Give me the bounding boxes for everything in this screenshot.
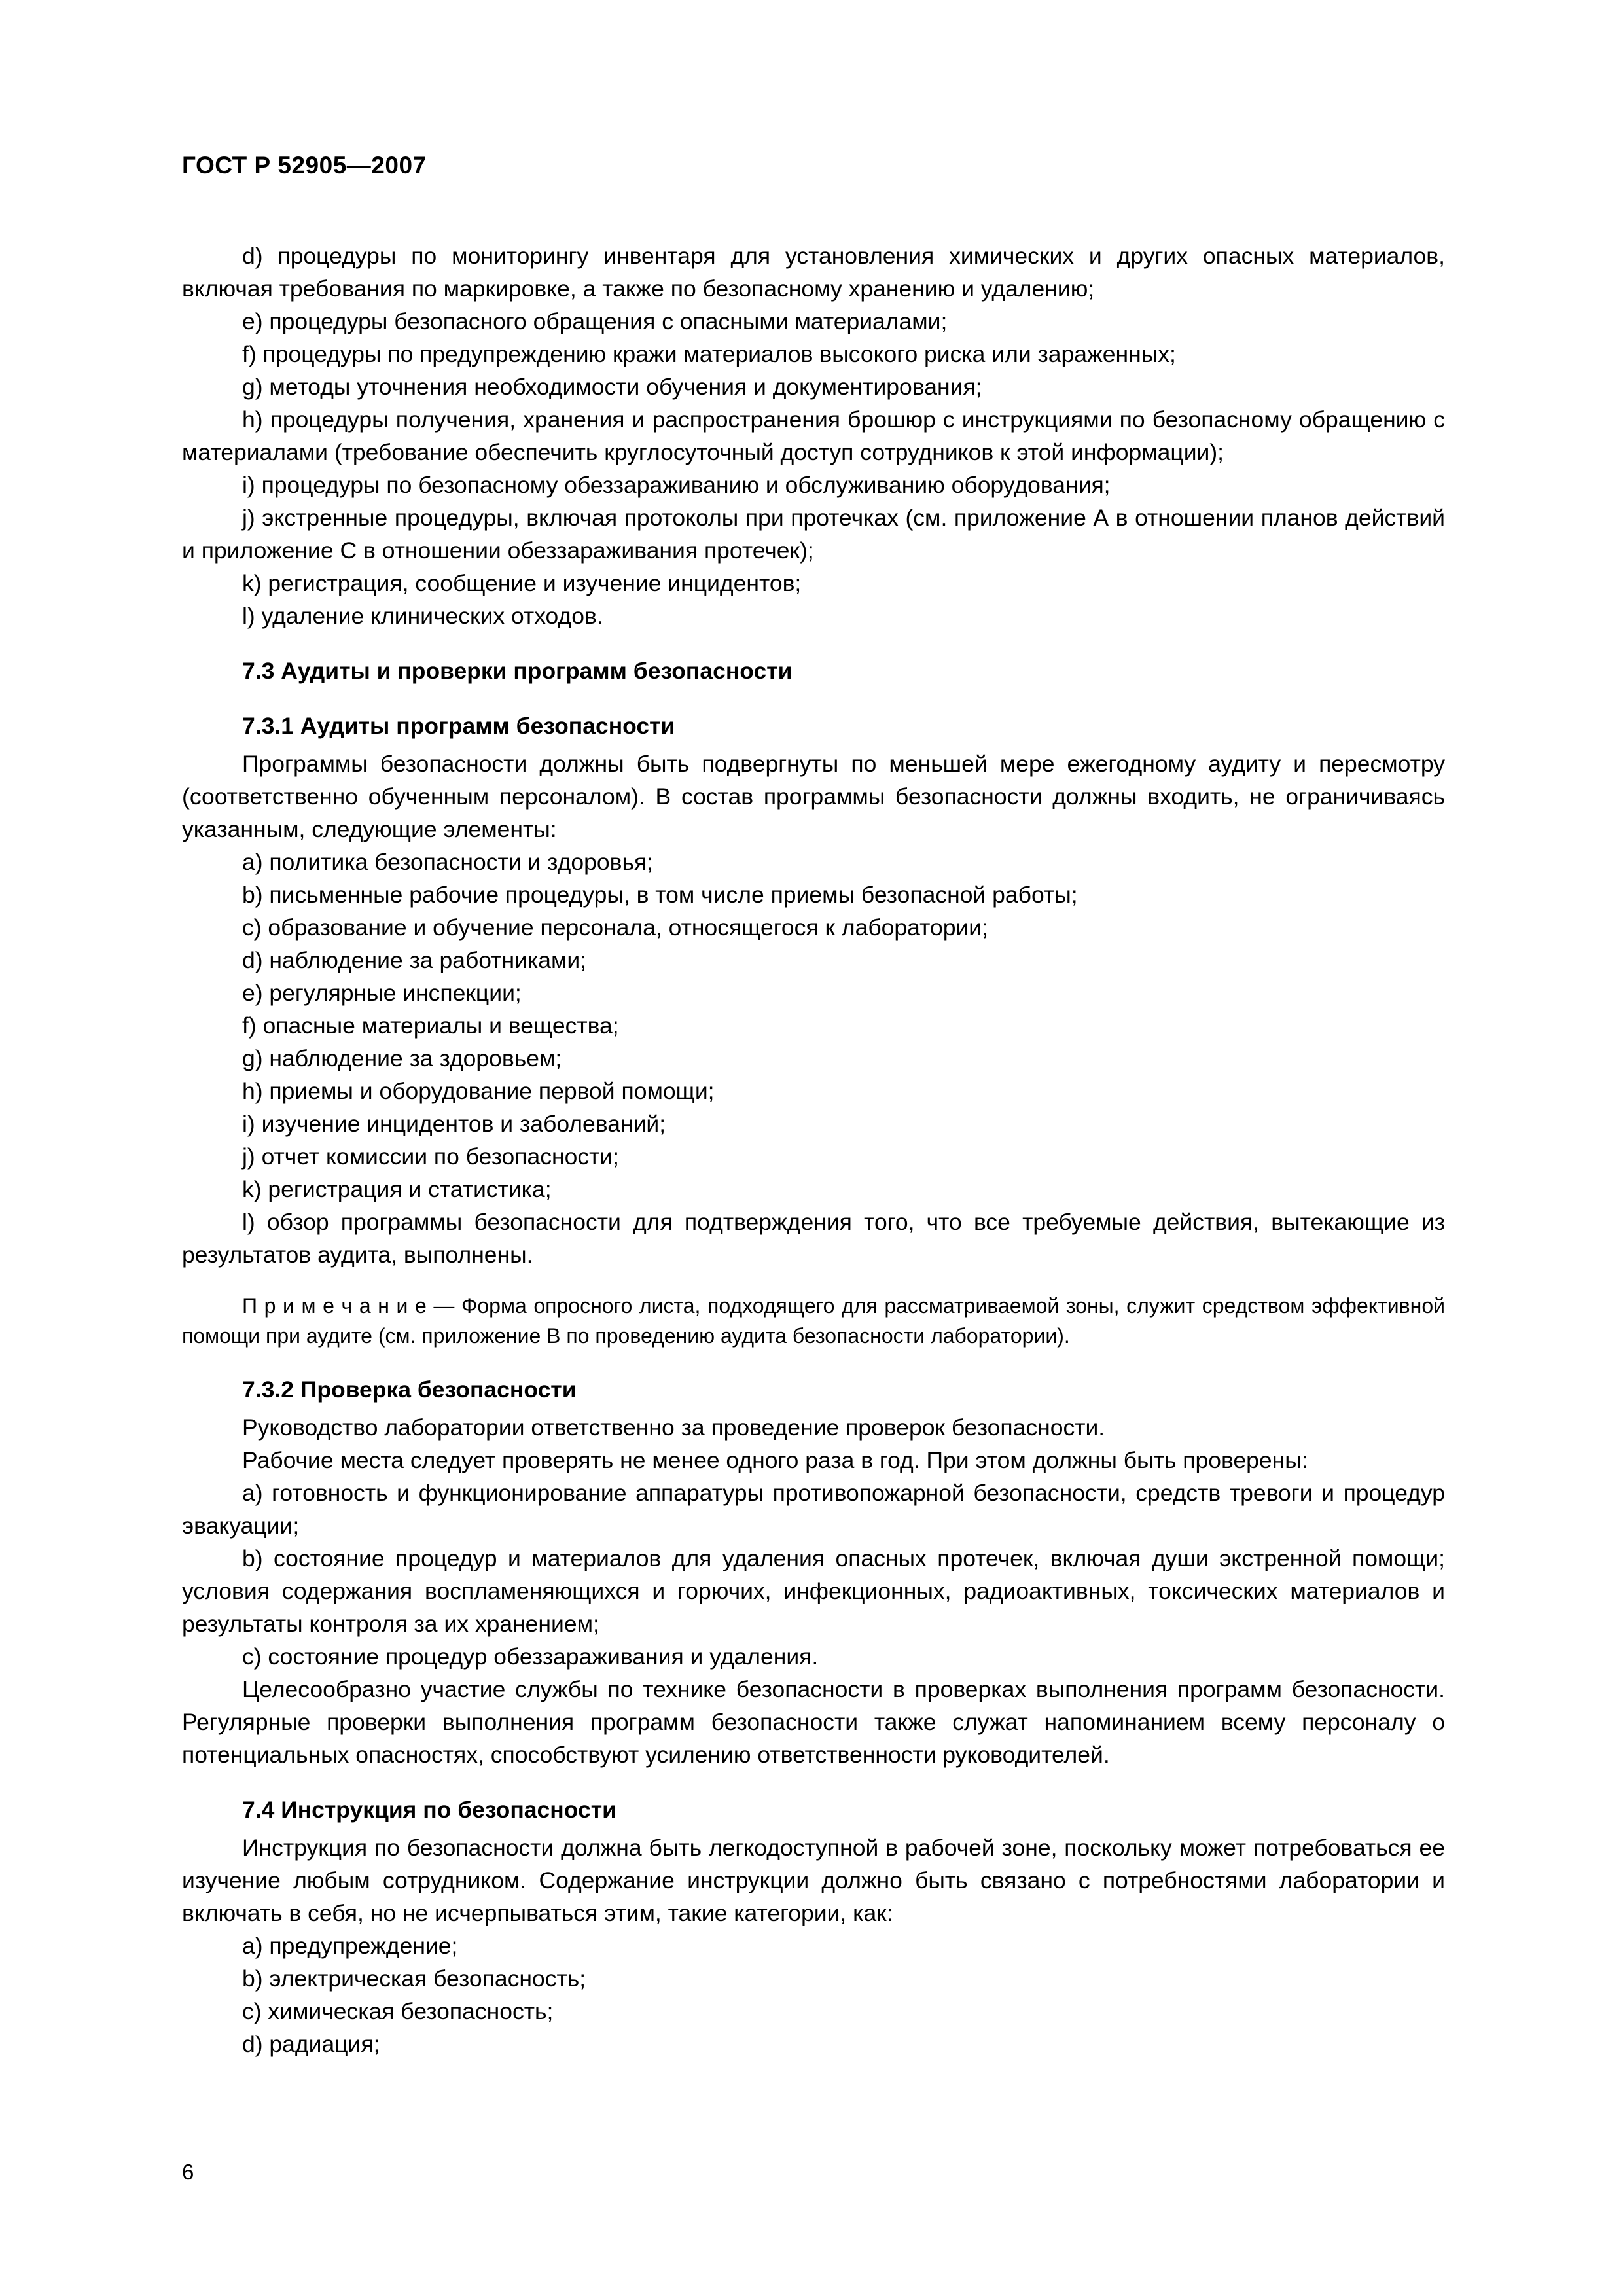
note-paragraph: П р и м е ч а н и е — Форма опросного листа, подходящего для рассматриваемой зоны, служит средством эффективной помощи при аудите (см. приложение В по проведению аудита безопасности лаборатории).	[182, 1294, 1445, 1348]
list-item: l) обзор программы безопасности для подтверждения того, что все требуемые действия, вытекающие из результатов аудита, выполнены.	[182, 1209, 1445, 1268]
list-item: h) процедуры получения, хранения и распространения брошюр с инструкциями по безопасному обращению с материалами (требование обеспечить круглосуточный доступ сотрудников к этой информации);	[182, 406, 1445, 465]
list-item: c) образование и обучение персонала, относящегося к лаборатории;	[242, 914, 988, 941]
section-heading-7-3-2: 7.3.2 Проверка безопасности	[242, 1376, 577, 1403]
list-item: f) процедуры по предупреждению кражи материалов высокого риска или зараженных;	[242, 341, 1176, 367]
section-heading-7-4: 7.4 Инструкция по безопасности	[242, 1797, 616, 1823]
list-item: c) состояние процедур обеззараживания и удаления.	[242, 1643, 819, 1670]
section-heading-7-3-1: 7.3.1 Аудиты программ безопасности	[242, 713, 675, 739]
list-item: e) процедуры безопасного обращения с опасными материалами;	[242, 308, 948, 334]
list-item: l) удаление клинических отходов.	[242, 603, 603, 629]
page-content	[182, 152, 1445, 2060]
paragraph-7-3-2-a: Руководство лаборатории ответственно за проведение проверок безопасности.	[242, 1414, 1105, 1441]
section-heading-7-3: 7.3 Аудиты и проверки программ безопасности	[242, 658, 793, 684]
paragraph-7-3-2-c: Целесообразно участие службы по технике безопасности в проверках выполнения программ безопасности. Регулярные проверки выполнения программ безопасности также служат напоминанием всему персоналу о потенциальных опасностях, способствуют усилению ответственности руководителей.	[182, 1676, 1445, 1768]
list-item: k) регистрация, сообщение и изучение инцидентов;	[242, 570, 802, 596]
list-item: a) готовность и функционирование аппаратуры противопожарной безопасности, средств тревоги и процедур эвакуации;	[182, 1480, 1445, 1539]
list-item: a) политика безопасности и здоровья;	[242, 849, 654, 875]
list-item: h) приемы и оборудование первой помощи;	[242, 1078, 715, 1104]
paragraph-7-3-1: Программы безопасности должны быть подвергнуты по меньшей мере ежегодному аудиту и пересмотру (соответственно обученным персоналом). В состав программы безопасности должны входить, не ограничиваясь указанным, следующие элементы:	[182, 751, 1445, 842]
list-item: b) состояние процедур и материалов для удаления опасных протечек, включая души экстренной помощи; условия содержания воспламеняющихся и горючих, инфекционных, радиоактивных, токсических материалов и результаты контроля за их хранением;	[182, 1545, 1445, 1637]
paragraph-7-3-2-b: Рабочие места следует проверять не менее одного раза в год. При этом должны быть проверены:	[242, 1447, 1308, 1473]
list-item: k) регистрация и статистика;	[242, 1176, 552, 1202]
document-standard-number: ГОСТ Р 52905—2007	[182, 152, 427, 179]
list-item: c) химическая безопасность;	[242, 1998, 554, 2024]
list-item: d) наблюдение за работниками;	[242, 947, 587, 973]
list-item: d) процедуры по мониторингу инвентаря для установления химических и других опасных материалов, включая требования по маркировке, а также по безопасному хранению и удалению;	[182, 243, 1445, 302]
list-item: f) опасные материалы и вещества;	[242, 1013, 619, 1039]
list-item: b) электрическая безопасность;	[242, 1965, 586, 1992]
paragraph-7-4: Инструкция по безопасности должна быть легкодоступной в рабочей зоне, поскольку может потребоваться ее изучение любым сотрудником. Содержание инструкции должно быть связано с потребностями лаборатории и включать в себя, но не исчерпываться этим, такие категории, как:	[182, 1835, 1445, 1926]
list-item: b) письменные рабочие процедуры, в том числе приемы безопасной работы;	[242, 882, 1078, 908]
list-item: e) регулярные инспекции;	[242, 980, 522, 1006]
list-item: g) наблюдение за здоровьем;	[242, 1045, 562, 1071]
list-item: i) процедуры по безопасному обеззараживанию и обслуживанию оборудования;	[242, 472, 1111, 498]
list-item: j) экстренные процедуры, включая протоколы при протечках (см. приложение А в отношении планов действий и приложение С в отношении обеззараживания протечек);	[182, 505, 1445, 564]
page-number: 6	[182, 2160, 194, 2184]
list-item: d) радиация;	[242, 2031, 380, 2057]
list-item: a) предупреждение;	[242, 1933, 458, 1959]
list-item: i) изучение инцидентов и заболеваний;	[242, 1111, 666, 1137]
list-item: g) методы уточнения необходимости обучения и документирования;	[242, 374, 982, 400]
list-item: j) отчет комиссии по безопасности;	[242, 1143, 620, 1170]
